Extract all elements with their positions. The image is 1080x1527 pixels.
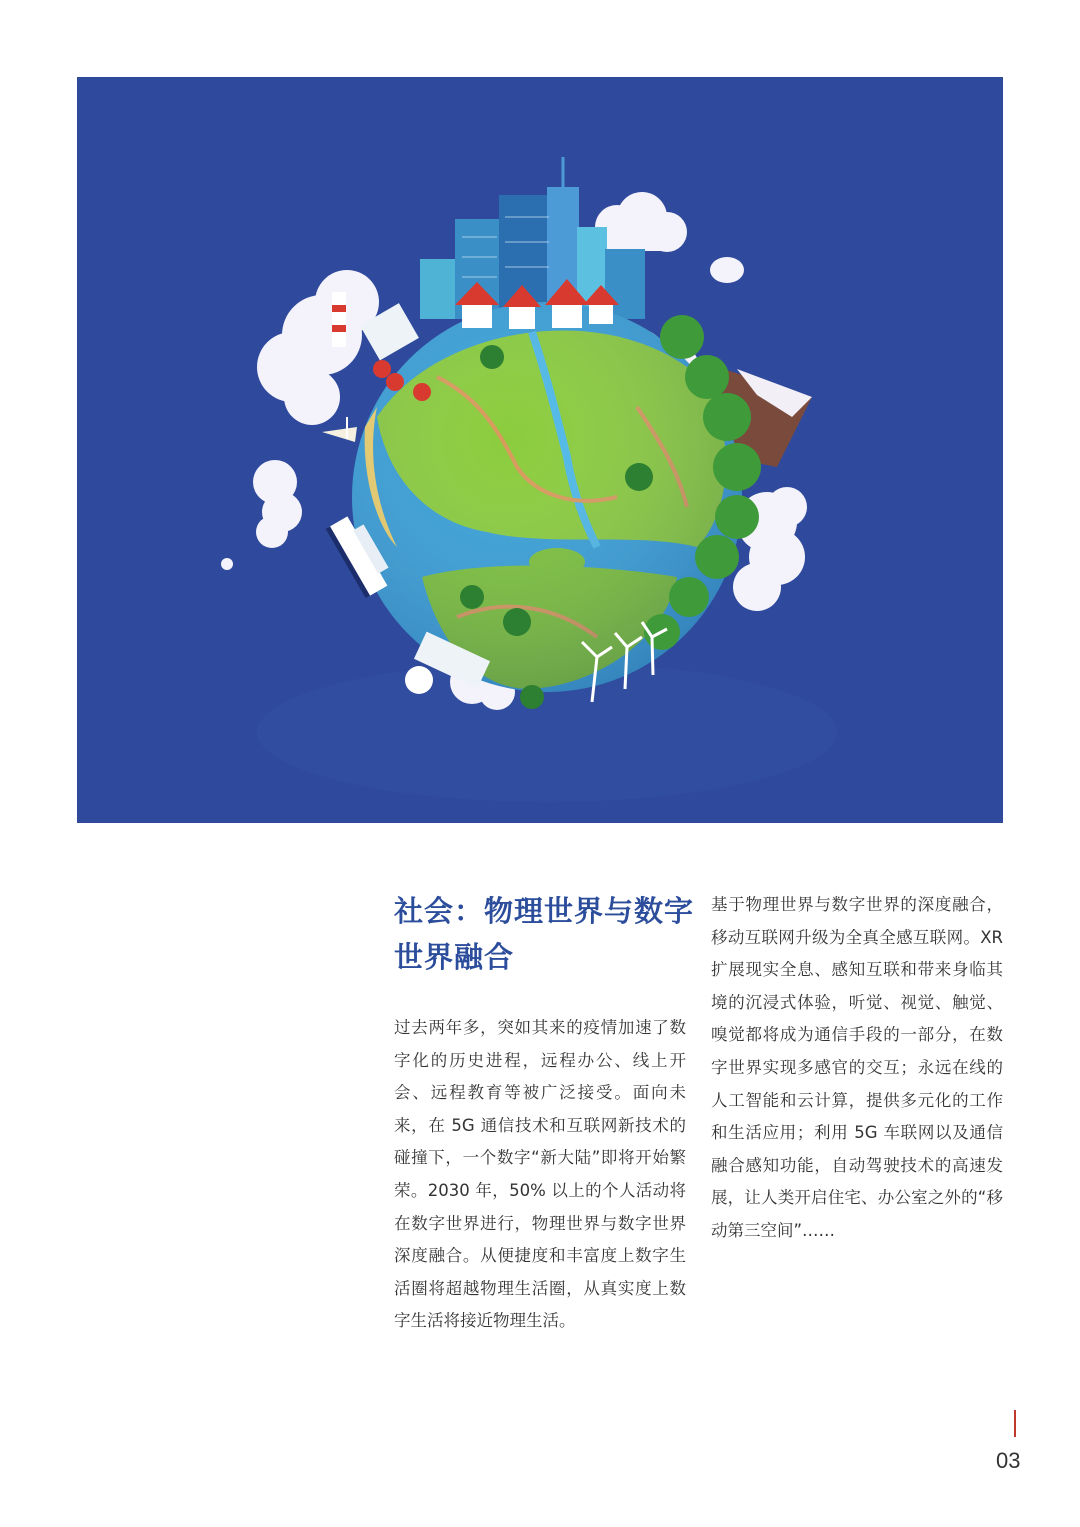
cloud-icon [595,192,687,252]
paragraph-right: 基于物理世界与数字世界的深度融合，移动互联网升级为全真全感互联网。XR 扩展现实全息、感知互联和带来身临其境的沉浸式体验，听觉、视觉、触觉、嗅觉都将成为通信手段的一部分，在数字世界实现多感官的交互；永远在线的人工智能和云计算，提供多元化的工作和生活应用；利用 5G 车联网以及通信融合感知功能，自动驾驶技术的高速发展，让人类开启住宅、办公室之外的“移动第三空间”…… [711,895,1003,1240]
cloud-icon [710,257,744,283]
paragraph-left: 过去两年多，突如其来的疫情加速了数字化的历史进程，远程办公、线上开会、远程教育等被广泛接受。面向未来，在 5G 通信技术和互联网新技术的碰撞下，一个数字“新大陆”即将开始繁荣。2030 年，50% 以上的个人活动将在数字世界进行，物理世界与数字世界深度融合。从便捷度和丰富度上数字生活圈将超越物理生活圈，从真实度上数字生活将接近物理生活。 [394,1018,686,1331]
cloud-icon [257,270,379,425]
cloud-icon [221,558,233,570]
hero-illustration [77,77,1003,823]
article-title: 社会：物理世界与数字世界融合 [394,894,695,974]
page-marker [1014,1410,1016,1437]
globe-shading [352,302,742,692]
page-number: 03 [996,1448,1021,1473]
sailboat-icon [322,417,357,442]
cloud-icon [253,460,302,548]
globe-scene [77,77,1003,823]
